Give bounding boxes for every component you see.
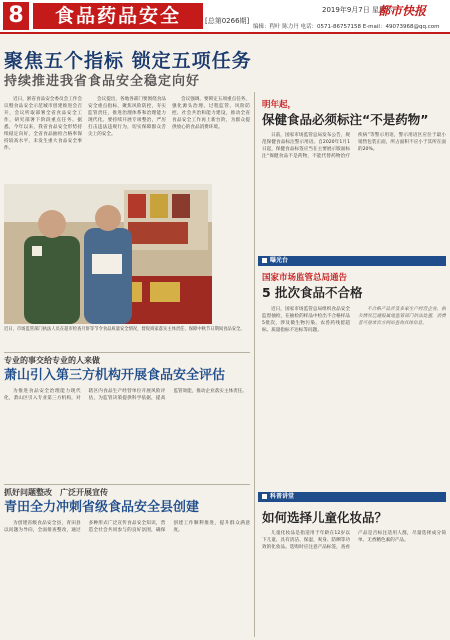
photo-caption: 近日，市场监管部门执法人员在超市检查月饼等节令食品质量安全情况，督促商家落实主体责任，保障中秋节日期间食品安全。: [4, 327, 245, 332]
story3-body: [4, 520, 250, 636]
square-bullet-icon: [262, 258, 267, 263]
right-bottom-body: [262, 530, 446, 636]
story-divider: [4, 352, 250, 353]
story3-paragraph: 为创建省级食品安全县，青田县以问题为导向，全面排查整改，通过多种形式广泛宣传食品安全知识，营造全社会共同参与的良好氛围，确保创建工作顺利推进，提升群众满意度。: [4, 521, 250, 533]
right-top-paragraph: 日前，国家市场监管总局发布公告，规范保健食品标注警示用语。自2020年1月1日起，保健食品标签应当在主要展示版面标注“保健食品不是药物，不能代替药物治疗疾病”等警示用语，警示用语区应位于最小销售包装正面，所占面积不应小于其所在面的20%。: [262, 133, 446, 159]
lead-subheadline: 持续推进我省食品安全稳定向好: [4, 74, 201, 89]
section-bar-exposure: [258, 256, 446, 266]
right-mid-paragraph: 近日，国家市场监管总局组织食品安全监督抽检，在抽检的样品中检出不合格样品5批次，涉及微生物污染、农兽药残留超标、质量指标不达标等问题。: [262, 307, 350, 333]
story3-headline: 青田全力冲刺省级食品安全县创建: [4, 500, 200, 515]
story2-headline: 萧山引入第三方机构开展食品安全评估: [4, 368, 226, 383]
editor-credits: 编辑：程叶 陈力丹 电话：0571-86757158 E-mail：49073968@qq.com: [253, 24, 440, 30]
lead-column-2: [88, 96, 166, 182]
newspaper-name: 都市快报: [378, 4, 427, 18]
inspection-photo-illustration: [4, 184, 212, 324]
header-divider: [0, 32, 450, 34]
right-mid-kicker: 国家市场监管总局通告: [262, 273, 348, 283]
right-mid-headline: 5 批次食品不合格: [262, 285, 363, 300]
right-mid-note: 不合格产品涉及多家生产经营企业，相关情况已通报属地监管部门依法处置，消费者可登录官方网站查询具体信息。: [358, 307, 446, 326]
story2-kicker: 专业的事交给专业的人来做: [4, 356, 100, 365]
story-divider: [4, 484, 250, 485]
lead-paragraph-2: 会议提出，各地各部门要围绕食品安全重点指标，聚焦风险防控，夯实监管责任，推进治理体系和治理能力现代化。要持续开展专项整治，严厉打击违法违规行为，切实保障群众舌尖上的安全。: [88, 97, 166, 137]
story3-kicker: 抓好问题整改 广泛开展宣传: [4, 488, 108, 497]
right-mid-body: [262, 306, 446, 486]
right-top-body: [262, 132, 446, 252]
story2-paragraph: 为推进食品安全治理能力现代化，萧山区引入专业第三方机构，对辖区内食品生产经营单位开展风险评估，为监管决策提供科学依据，提高监管效能，推动企业落实主体责任。: [4, 389, 247, 401]
right-top-kicker: 明年起，: [262, 100, 297, 110]
right-bottom-headline: 如何选择儿童化妆品？: [262, 510, 388, 525]
lead-column-3: [172, 96, 250, 182]
lead-headline: 聚焦五个指标 锁定五项任务: [4, 50, 252, 72]
story2-body: [4, 388, 250, 480]
right-top-headline: 保健食品必须标注“不是药物”: [262, 112, 429, 127]
section-bar-exposure-label: 曝光台: [270, 257, 289, 264]
lead-paragraph-3: 会议强调，要锁定五项重点任务，强化源头治理、过程监管、风险防控、社会共治和能力建设，推动全省食品安全工作再上新台阶，为群众提供放心的食品消费环境。: [172, 97, 250, 130]
lead-column-1: [4, 96, 82, 182]
publication-date: 2019年9月7日 星期六: [322, 6, 393, 14]
edition-number: [总第0266期]: [205, 17, 250, 25]
column-divider: [254, 92, 255, 637]
right-bottom-paragraph: 儿童化妆品是指适用于年龄在12岁以下儿童、具有清洁、保湿、爽身、防晒等功效的化妆品。选购时应注意产品标签，查看产品是否标注适用人群，尽量选择成分简单、无香精色素的产品。: [262, 531, 446, 550]
square-bullet-icon: [262, 494, 267, 499]
section-bar-science: [258, 492, 446, 502]
inspection-photo: [4, 184, 212, 324]
lead-paragraph-1: 近日，浙省食品安全委员会工作会议暨食品安全示范城市创建推进会召开，会议听取部署全省食品安全工作，研究部署下阶段重点任务。据悉，今年以来，我省食品安全形势持续稳定向好，全省食品抽检合格率保持较高水平，未发生重大食品安全事件。: [4, 97, 82, 151]
section-title: 食品药品安全: [33, 3, 203, 29]
page-number: 8: [3, 2, 29, 30]
section-bar-science-label: 科普讲堂: [270, 493, 295, 500]
